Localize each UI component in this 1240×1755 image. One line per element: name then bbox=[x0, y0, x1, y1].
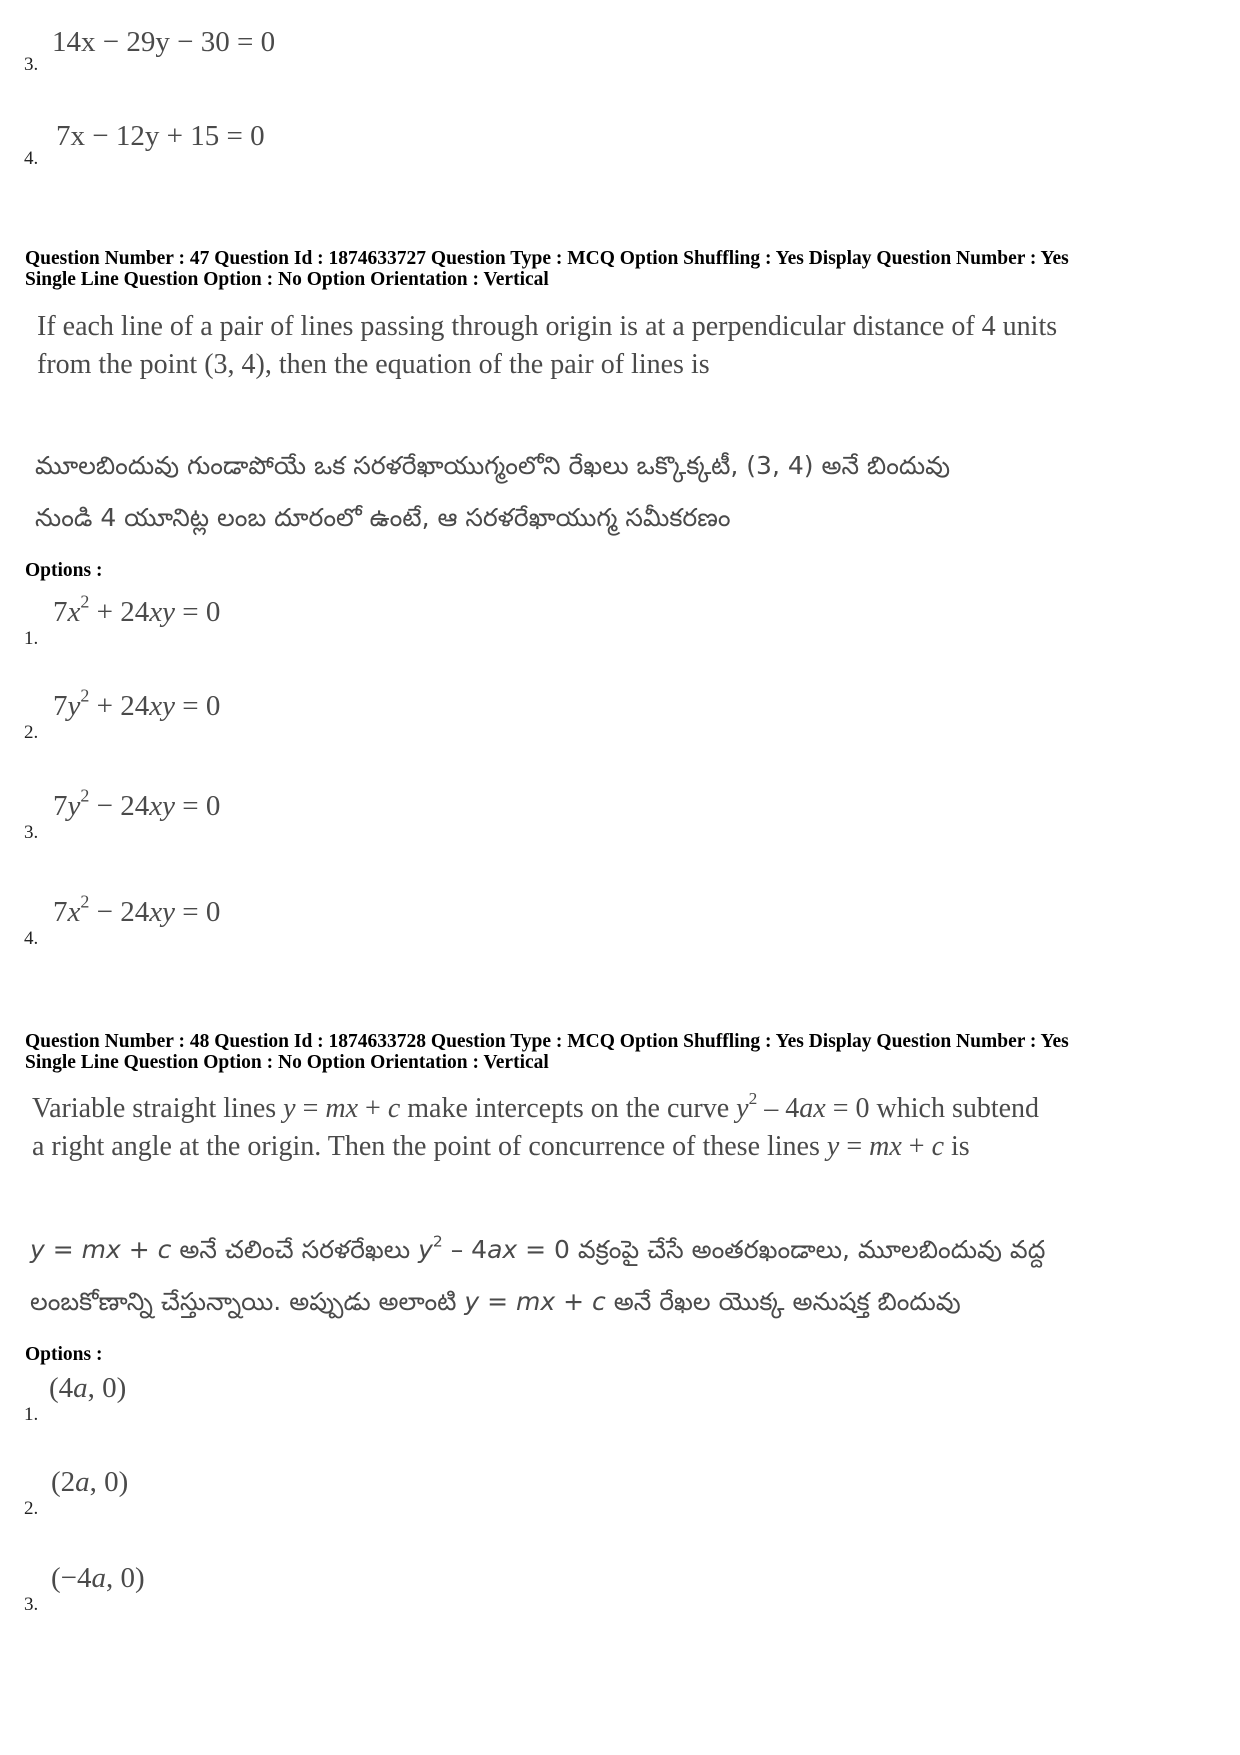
option-2-equation: $7y^2 + 24xy = 0$ bbox=[53, 685, 221, 722]
question-meta-line1: Question Number : 48 Question Id : 1874633728 Question Type : MCQ Option Shuffling : Yes Display Question Number : Yes bbox=[25, 1031, 1069, 1052]
option-number: 2. bbox=[24, 1498, 39, 1519]
options-label: Options : bbox=[25, 560, 103, 581]
options-label: Options : bbox=[25, 1344, 103, 1365]
option-number: 2. bbox=[24, 722, 39, 743]
option-1-equation: (4a, 0) bbox=[49, 1372, 127, 1404]
option-number: 1. bbox=[24, 1404, 39, 1425]
question-text-en-line2: from the point (3, 4), then the equation of the pair of lines is bbox=[37, 349, 710, 380]
option-1-equation: $7x^2 + 24xy = 0$ bbox=[53, 591, 221, 628]
option-number: 3. bbox=[24, 822, 39, 843]
option-equation: 7x − 12y + 15 = 0 bbox=[56, 120, 265, 152]
option-number: 4. bbox=[24, 928, 39, 949]
question-text-en-line1: Variable straight lines y = mx + c make intercepts on the curve $y^2 - 4ax = 0$ which subtend bbox=[32, 1088, 1040, 1124]
question-meta-line2: Single Line Question Option : No Option Orientation : Vertical bbox=[25, 269, 549, 290]
option-number: 3. bbox=[24, 54, 39, 75]
option-number: 1. bbox=[24, 628, 39, 649]
question-text-te-line1: మూలబిందువు గుండాపోయే ఒక సరళరేఖాయుగ్మంలోని రేఖలు ఒక్కొక్కటీ, (3, 4) అనే బిందువు bbox=[35, 451, 951, 480]
question-text-te-line2: లంబకోణాన్ని చేస్తున్నాయి. అప్పుడు అలాంటి y = mx + c అనే రేఖల యొక్క అనుషక్త బిందువు bbox=[30, 1287, 961, 1316]
option-3-equation: (−4a, 0) bbox=[51, 1562, 145, 1594]
option-2-equation: (2a, 0) bbox=[51, 1466, 129, 1498]
option-number: 3. bbox=[24, 1594, 39, 1615]
question-meta-line1: Question Number : 47 Question Id : 1874633727 Question Type : MCQ Option Shuffling : Yes Display Question Number : Yes bbox=[25, 248, 1069, 269]
option-4-equation: $7x^2 - 24xy = 0$ bbox=[53, 891, 221, 928]
question-text-te-line1: y = mx + c అనే చలించే సరళరేఖలు $y^2 - 4ax = 0$ వక్రంపై చేసే అంతరఖండాలు, మూలబిందువు వద్ద bbox=[30, 1232, 1046, 1264]
option-equation: 14x − 29y − 30 = 0 bbox=[52, 26, 276, 58]
question-text-en-line2: a right angle at the origin. Then the point of concurrence of these lines y = mx + c is bbox=[32, 1131, 970, 1162]
option-3-equation: $7y^2 - 24xy = 0$ bbox=[53, 785, 221, 822]
question-meta-line2: Single Line Question Option : No Option Orientation : Vertical bbox=[25, 1052, 549, 1073]
question-text-en-line1: If each line of a pair of lines passing through origin is at a perpendicular distance of 4 units bbox=[37, 311, 1058, 342]
option-number: 4. bbox=[24, 148, 39, 169]
question-text-te-line2: నుండి 4 యూనిట్ల లంబ దూరంలో ఉంటే, ఆ సరళరేఖాయుగ్మ సమీకరణం bbox=[35, 503, 731, 532]
